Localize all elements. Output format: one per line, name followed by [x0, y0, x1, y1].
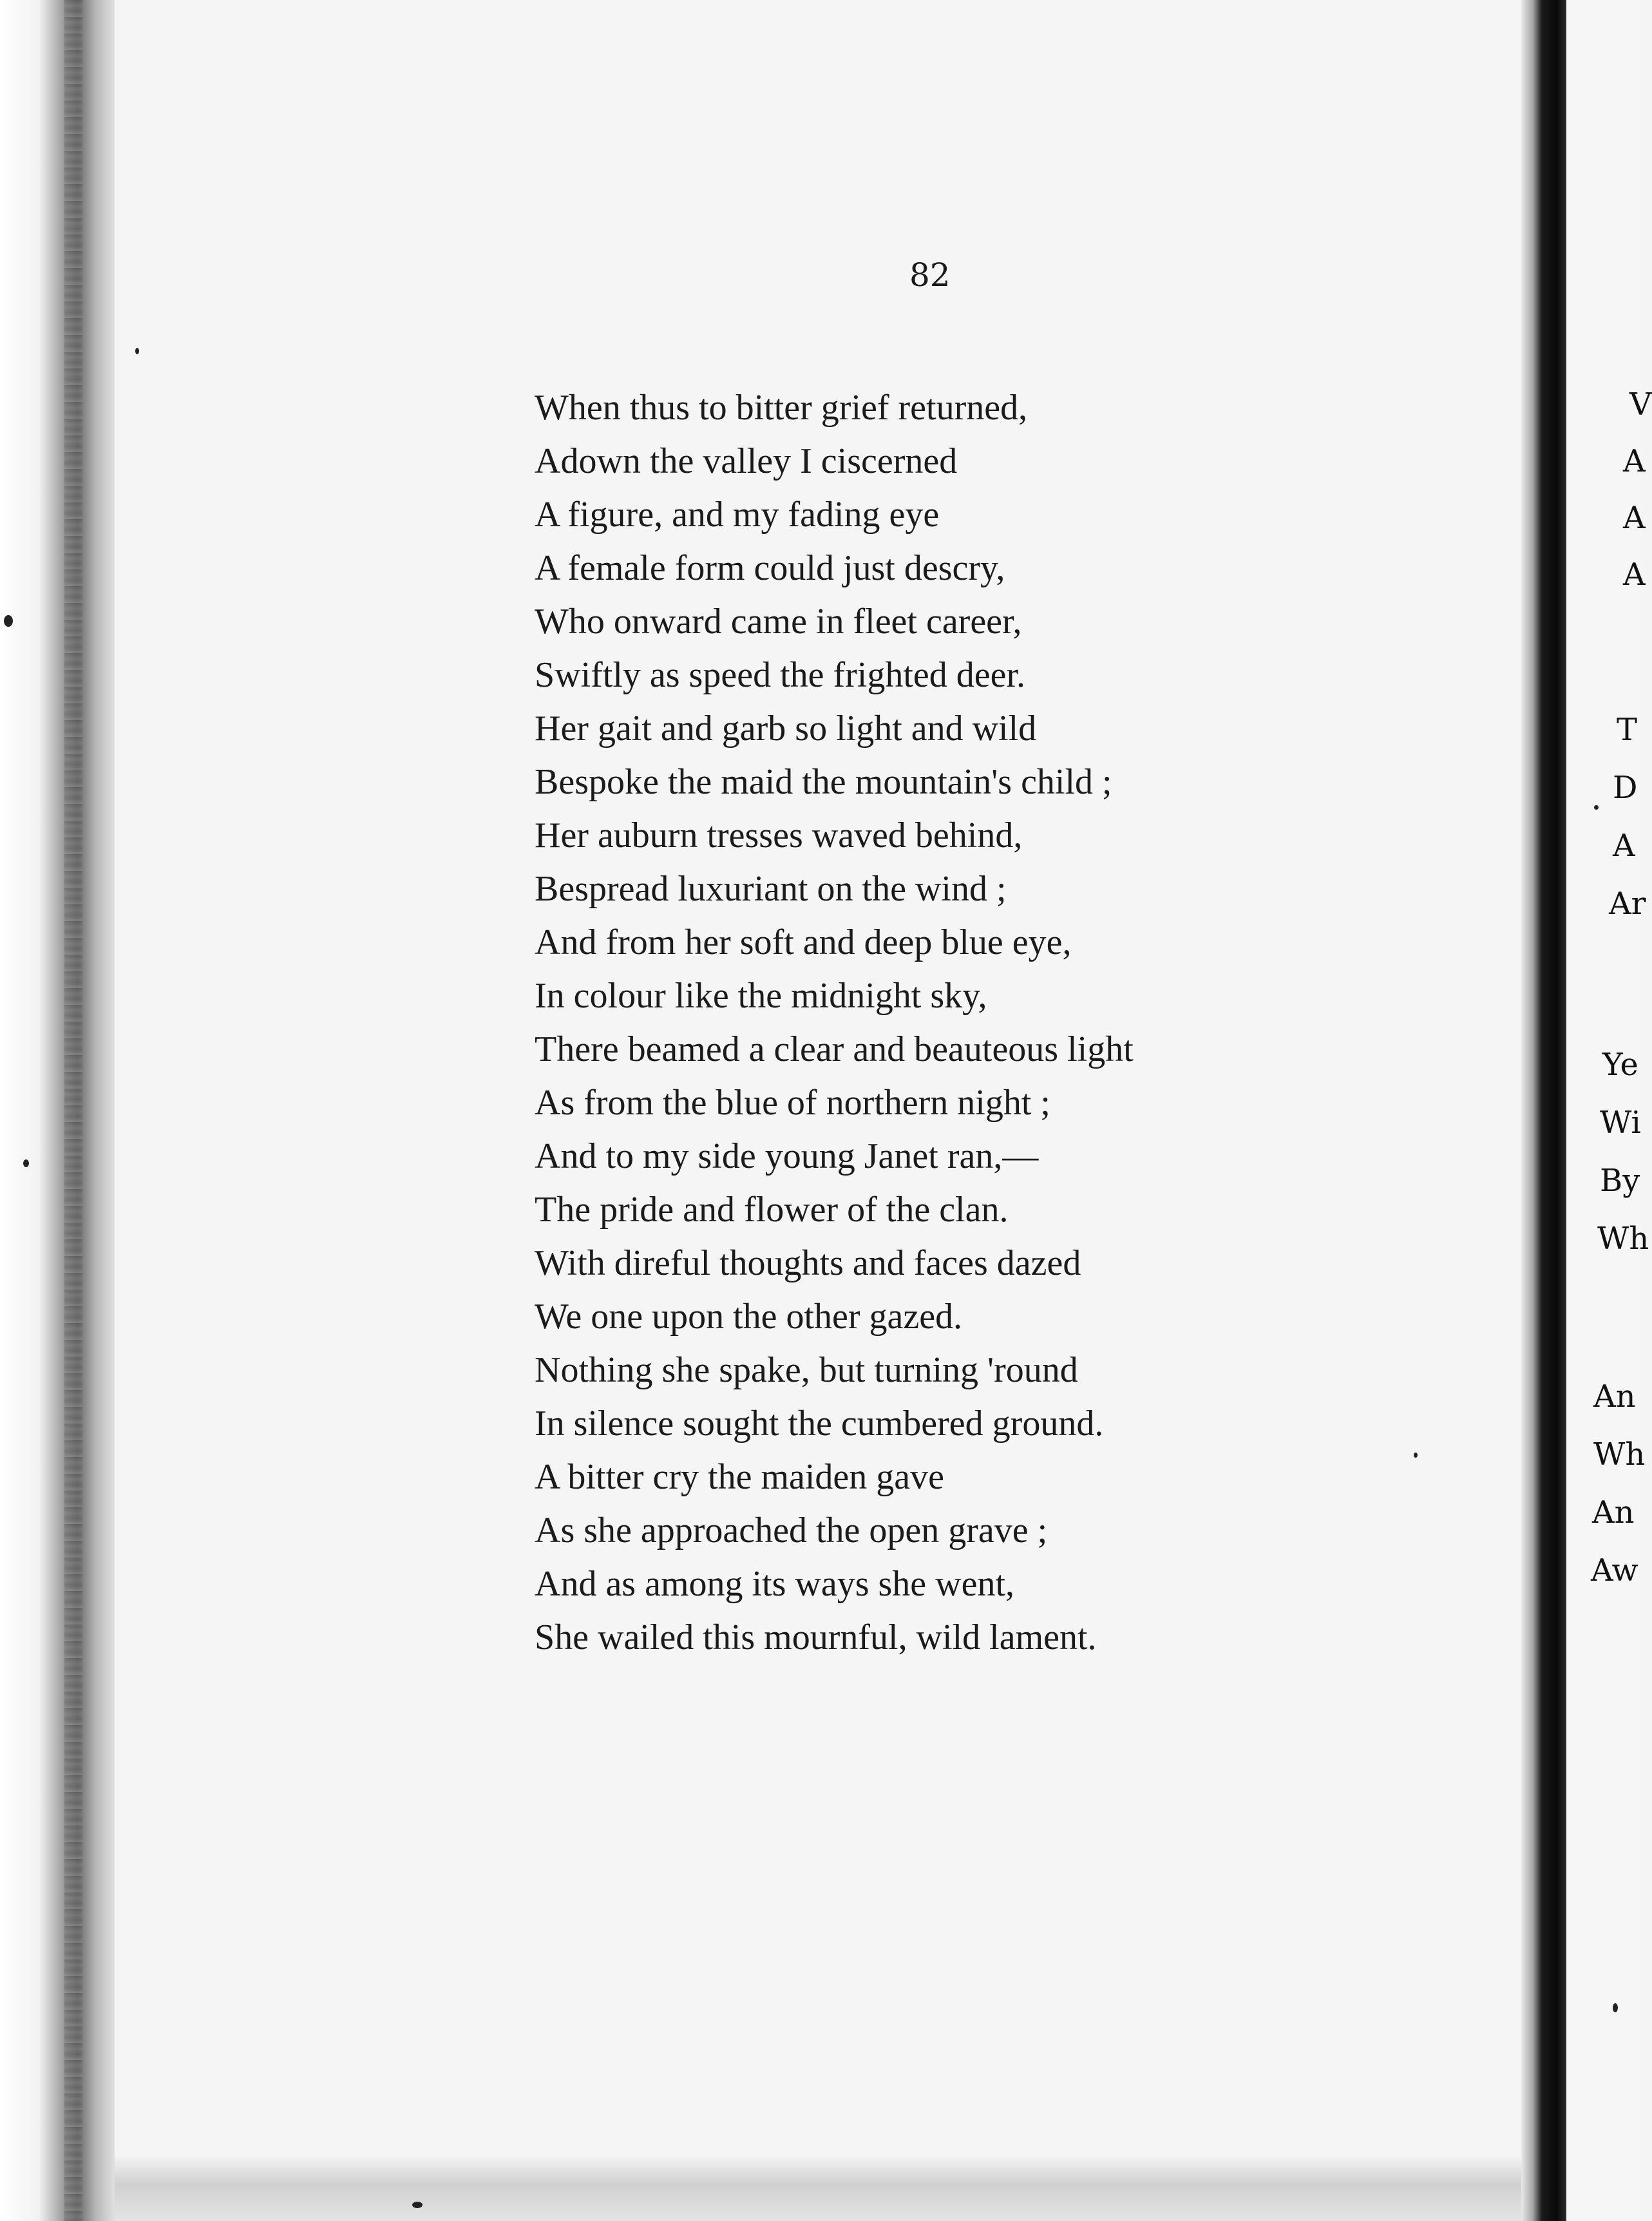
facing-page-fragment: D — [1613, 770, 1638, 806]
poem-line: When thus to bitter grief returned, — [535, 388, 1028, 428]
poem-line: She wailed this mournful, wild lament. — [535, 1617, 1097, 1657]
poem-text — [535, 381, 1514, 1664]
facing-page-fragment: Aw — [1591, 1552, 1638, 1588]
facing-page-text — [1591, 0, 1652, 2221]
facing-page-fragment: Ye — [1602, 1047, 1638, 1083]
poem-line: With direful thoughts and faces dazed — [535, 1243, 1081, 1283]
page-bottom-shadow — [115, 2155, 1538, 2221]
poem-line: Swiftly as speed the frighted deer. — [535, 655, 1026, 695]
facing-page-fragment: V — [1629, 386, 1652, 423]
facing-page-fragment: A — [1623, 557, 1646, 593]
scan-speck — [1414, 1453, 1418, 1458]
scan-speck — [412, 2202, 422, 2208]
poem-line: A female form could just descry, — [535, 548, 1005, 588]
poem-line: In silence sought the cumbered ground. — [535, 1404, 1104, 1444]
facing-page-fragment: An — [1592, 1494, 1635, 1530]
poem-line: Adown the valley I ciscerned — [535, 441, 958, 481]
poem-line: A figure, and my fading eye — [535, 495, 940, 535]
poem-line: And to my side young Janet ran,— — [535, 1136, 1039, 1176]
book-gutter — [1521, 0, 1566, 2221]
poem-line: Her auburn tresses waved behind, — [535, 815, 1023, 855]
facing-page-fragment: Wh — [1593, 1436, 1646, 1473]
facing-page-fragment: A — [1613, 828, 1635, 864]
facing-page-fragment: Wi — [1600, 1105, 1641, 1141]
poem-line: The pride and flower of the clan. — [535, 1190, 1009, 1230]
poem-line: Her gait and garb so light and wild — [535, 709, 1037, 748]
poem-line: As she approached the open grave ; — [535, 1511, 1048, 1550]
binding-shadow — [64, 0, 82, 2221]
poem-line: There beamed a clear and beauteous light — [535, 1029, 1134, 1069]
poem-line: And as among its ways she went, — [535, 1564, 1015, 1604]
facing-page-fragment: A — [1623, 500, 1646, 536]
scan-speck — [135, 348, 139, 354]
poem-line: We one upon the other gazed. — [535, 1297, 963, 1337]
scan-speck — [4, 615, 13, 627]
facing-page-fragment: Wh — [1597, 1221, 1649, 1257]
facing-page-fragment: A — [1623, 443, 1646, 479]
poem-line: Bespread luxuriant on the wind ; — [535, 869, 1007, 909]
poem-line: As from the blue of northern night ; — [535, 1083, 1050, 1123]
poem-line: A bitter cry the maiden gave — [535, 1457, 944, 1497]
facing-page-fragment: Ar — [1609, 886, 1646, 922]
scan-speck — [23, 1159, 29, 1167]
scan-speck — [1613, 2003, 1618, 2012]
poem-line: Nothing she spake, but turning 'round — [535, 1350, 1078, 1390]
scan-speck — [1594, 805, 1599, 810]
poem-line: And from her soft and deep blue eye, — [535, 922, 1072, 962]
poem-line: Who onward came in fleet career, — [535, 602, 1022, 642]
left-binding-edge — [0, 0, 122, 2221]
facing-page-fragment: T — [1617, 712, 1638, 748]
poem-line: Bespoke the maid the mountain's child ; — [535, 762, 1112, 802]
facing-page-fragment: An — [1593, 1378, 1636, 1415]
poem-line: In colour like the midnight sky, — [535, 976, 987, 1016]
page-number: 82 — [909, 256, 951, 294]
facing-page-fragment: By — [1600, 1163, 1640, 1199]
